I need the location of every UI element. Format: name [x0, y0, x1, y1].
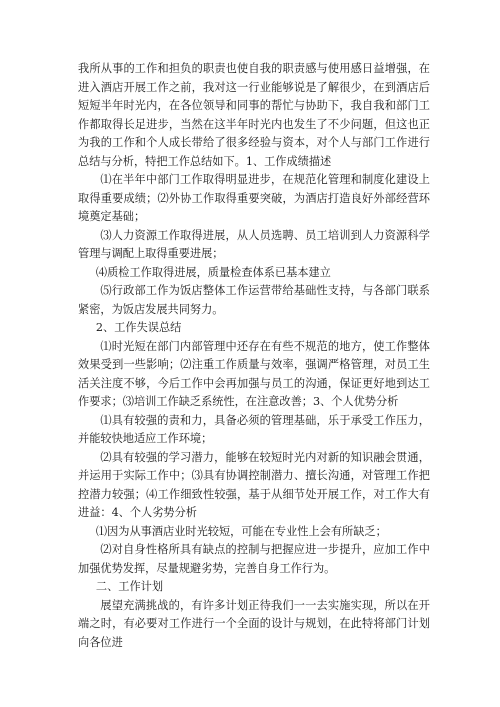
paragraph-plan-intro: 展望充满挑战的，有许多计划正待我们一一去实施实现，所以在开端之时，有必要对工作进行一个全面的设计与规划，在此特将部门计划向各位进	[78, 598, 430, 649]
heading-work-plan: 二、工作计划	[95, 580, 164, 593]
paragraph-weakness-1: ⑴因为从事酒店业时光较短，可能在专业性上会有所缺乏；	[95, 524, 387, 538]
paragraph-achievement-3: ⑶人力资源工作取得进展，从人员选聘、员工培训到人力资源科学管理与调配上取得重要进展；	[78, 228, 430, 260]
paragraph-strength-2-4: ⑵具有较强的学习潜力，能够在较短时光内对新的知识融会贯通，并运用于实际工作中；⑶具有协调控制潜力、擅长沟通，对管理工作把控潜力较强；⑷工作细致性较强，基于从细节处开展工作，对工作大有进益：4、个人劣势分析	[78, 450, 430, 519]
paragraph-weakness-2: ⑵对自身性格所具有缺点的控制与把握应进一步提升，应加工作中加强优势发挥，尽量规避劣势，完善自身工作行为。	[78, 543, 430, 575]
paragraph-failures: ⑴时光短在部门内部管理中还存在有些不规范的地方，使工作整体效果受到一些影响；⑵注重工作质量与效率，强调严格管理，对员工生活关注度不够，今后工作中会再加强与员工的沟通，保证更好地到达工作要求；⑶培训工作缺乏系统性，在注意改善；3、个人优势分析	[78, 339, 430, 408]
heading-failure-summary: 2、工作失误总结	[95, 321, 182, 334]
document-body	[78, 60, 430, 652]
paragraph-strength-1: ⑴具有较强的责和力，具备必须的管理基础，乐于承受工作压力，并能较快地适应工作环境；	[78, 413, 430, 445]
paragraph-achievement-4: ⑷质检工作取得进展，质量检查体系已基本建立	[95, 265, 331, 279]
paragraph-intro: 我所从事的工作和担负的职责也使自我的职责感与使用感日益增强，在进入酒店开展工作之前，我对这一行业能够说是了解很少，在到酒店后短短半年时光内，在各位领导和同事的帮忙与协助下，我自我和部门工作都取得长足进步，当然在这半年时光内也发生了不少问题，但这也正为我的工作和个人成长带给了很多经验与资本，对个人与部门工作进行总结与分析，特把工作总结如下。1、工作成绩描述	[78, 62, 430, 168]
paragraph-achievement-5: ⑸行政部工作为饭店整体工作运营带给基础性支持，与各部门联系紧密，为饭店发展共同努力。	[78, 284, 430, 316]
paragraph-achievement-1-2: ⑴在半年中部门工作取得明显进步，在规范化管理和制度化建设上取得重要成绩；⑵外协工作取得重要突破，为酒店打造良好外部经营环境奠定基础；	[78, 173, 430, 223]
